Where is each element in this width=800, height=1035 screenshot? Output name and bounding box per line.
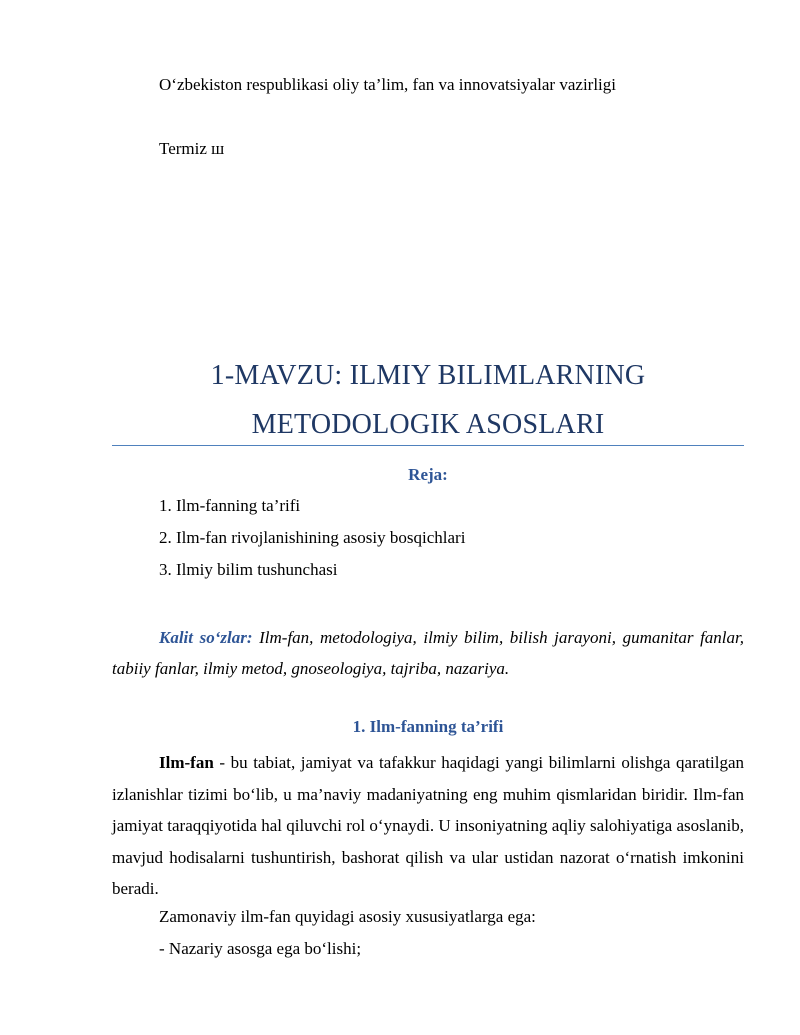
- topic-title-line-1: 1-MAVZU: ILMIY BILIMLARNING: [210, 360, 646, 391]
- plan-item: 2. Ilm-fan rivojlanishining asosiy bosqichlari: [159, 528, 466, 547]
- defined-term: Ilm-fan: [159, 753, 214, 772]
- ministry-header: O‘zbekiston respublikasi oliy ta’lim, fan va innovatsiyalar vazirligi: [159, 75, 616, 94]
- keywords-text: Ilm-fan, metodologiya, ilmiy bilim, bilish jarayoni, gumanitar fanlar, tabiiy fanlar, ilmiy metod, gnoseologiya, tajriba, nazariya.: [112, 628, 745, 678]
- title-underline: [112, 445, 744, 446]
- plan-heading: Reja:: [408, 465, 448, 484]
- definition-text: - bu tabiat, jamiyat va tafakkur haqidagi yangi bilimlarni olishga qaratilgan izlanishlar tizimi bo‘lib, u ma’naviy madaniyatning eng muhim qismlaridan biridir. Ilm-fan jamiyat taraqqiyotida hal qiluvchi rol o‘ynaydi. U insoniyatning aqliy salohiyatiga asoslanib, mavjud hodisalarni tushuntirish, bashorat qilish va ular ustidan nazorat o‘rnatish imkonini beradi.: [112, 753, 744, 898]
- city-line: Termiz ш: [159, 139, 225, 158]
- feature-list-item: - Nazariy asosga ega bo‘lishi;: [159, 939, 362, 958]
- keywords-label: Kalit so‘zlar:: [159, 628, 253, 647]
- plan-item: 3. Ilmiy bilim tushunchasi: [159, 560, 338, 579]
- section-heading: 1. Ilm-fanning ta’rifi: [352, 717, 504, 736]
- keywords-paragraph: [112, 622, 744, 684]
- features-intro: Zamonaviy ilm-fan quyidagi asosiy xususiyatlarga ega:: [159, 907, 536, 926]
- definition-paragraph: [112, 747, 744, 905]
- topic-title-line-2: METODOLOGIK ASOSLARI: [251, 409, 605, 440]
- plan-item: 1. Ilm-fanning ta’rifi: [159, 496, 301, 515]
